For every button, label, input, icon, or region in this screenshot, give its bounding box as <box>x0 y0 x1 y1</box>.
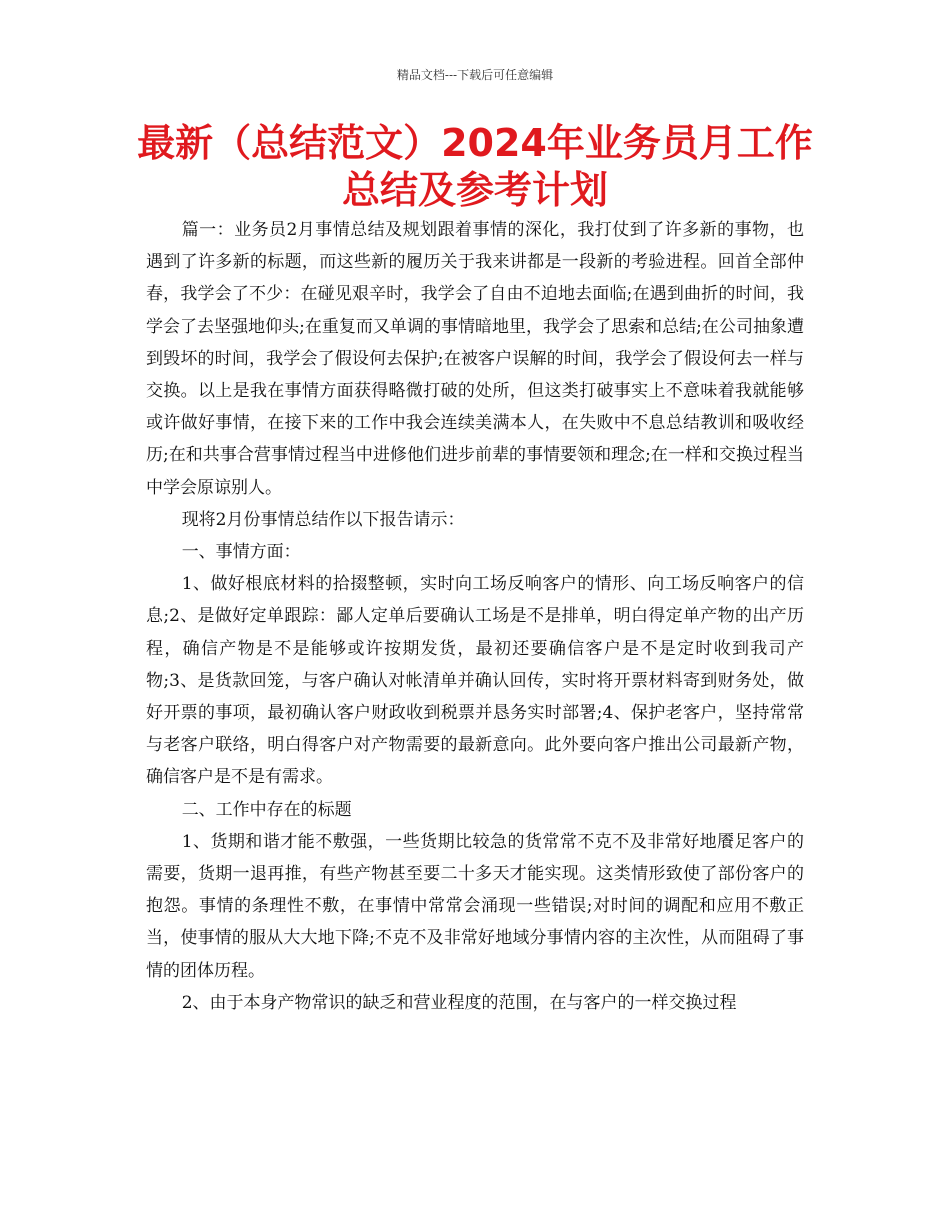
paragraph: 1、做好根底材料的拾掇整顿，实时向工场反响客户的情形、向工场反响客户的信息;2、是做好定单跟踪：鄙人定单后要确认工场是不是排单，明白得定单产物的出产历程，确信产物是不是能够或许按期发货，最初还要确信客户是不是定时收到我司产物;3、是货款回笼，与客户确认对帐清单并确认回传，实时将开票材料寄到财务处，做好开票的事项，最初确认客户财政收到税票并恳务实时部署;4、保护老客户，坚持常常与老客户联络，明白得客户对产物需要的最新意向。此外要向客户推出公司最新产物，确信客户是不是有需求。 <box>146 574 804 788</box>
paragraph: 现将2月份事情总结作以下报告请示： <box>181 509 465 530</box>
paragraph: 2、由于本身产物常识的缺乏和营业程度的范围，在与客户的一样交换过程 <box>181 992 737 1013</box>
document-body <box>146 214 804 1019</box>
document-title <box>120 120 830 214</box>
header-note: 精品文档---下载后可任意编辑 <box>396 68 554 82</box>
title-line-2: 总结及参考计划 <box>341 168 608 212</box>
section-heading: 一、事情方面： <box>181 542 301 563</box>
paragraph: 1、货期和谐才能不敷强，一些货期比较急的货常常不克不及非常好地餍足客户的需要，货期一退再推，有些产物甚至要二十多天才能实现。这类情形致使了部份客户的抱怨。事情的条理性不敷，在事情中常常会涌现一些错误;对时间的调配和应用不敷正当，使事情的服从大大地下降;不克不及非常好地域分事情内容的主次性，从而阻碍了事情的团体历程。 <box>146 831 804 981</box>
section-heading: 二、工作中存在的标题 <box>181 799 352 820</box>
paragraph: 篇一：业务员2月事情总结及规划跟着事情的深化，我打仗到了许多新的事物，也遇到了许多新的标题，而这些新的履历关于我来讲都是一段新的考验进程。回首全部仲春，我学会了不少：在碰见艰辛时，我学会了自由不迫地去面临;在遇到曲折的时间，我学会了去坚强地仰头;在重复而又单调的事情暗地里，我学会了思索和总结;在公司抽象遭到毁坏的时间，我学会了假设何去保护;在被客户误解的时间，我学会了假设何去一样与交换。以上是我在事情方面获得略微打破的处所，但这类打破事实上不意味着我就能够或许做好事情，在接下来的工作中我会连续美满本人，在失败中不息总结教训和吸收经历;在和共事合营事情过程当中进修他们进步前辈的事情要领和理念;在一样和交换过程当中学会原谅别人。 <box>146 220 804 498</box>
title-line-1: 最新（总结范文）2024年业务员月工作 <box>137 121 813 165</box>
